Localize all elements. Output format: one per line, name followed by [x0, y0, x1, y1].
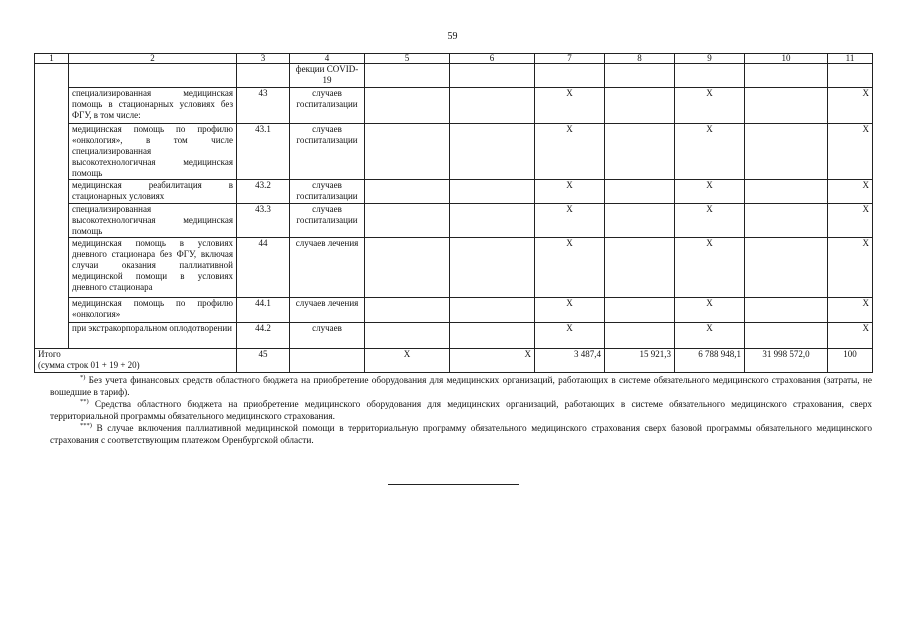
row-number: 43 — [237, 88, 290, 124]
column-header: 10 — [745, 54, 828, 64]
column-header: 1 — [35, 54, 69, 64]
row-value-c8 — [605, 238, 675, 298]
footnote-mark: ***) — [80, 421, 92, 429]
column-header: 6 — [450, 54, 535, 64]
row-marker-cell — [35, 124, 69, 180]
column-header: 4 — [290, 54, 365, 64]
footnote-mark: **) — [80, 397, 89, 405]
row-number — [237, 64, 290, 88]
table-row — [35, 298, 873, 323]
row-value-c5 — [365, 88, 450, 124]
row-value-c7: X — [535, 298, 605, 323]
page-number: 59 — [447, 31, 458, 42]
row-value-c5 — [365, 180, 450, 204]
data-table — [34, 53, 873, 373]
total-sublabel: (сумма строк 01 + 19 + 20) — [38, 360, 140, 370]
row-value-c10 — [745, 238, 828, 298]
row-marker-cell — [35, 180, 69, 204]
table-row — [35, 204, 873, 238]
row-value-c7: X — [535, 124, 605, 180]
row-unit: случаев лечения — [290, 298, 365, 323]
row-value-c5 — [365, 124, 450, 180]
row-description: при экстракорпоральном оплодотворении — [69, 323, 237, 349]
row-value-c8 — [605, 323, 675, 349]
footnotes — [50, 375, 872, 447]
row-value-c8 — [605, 298, 675, 323]
row-value-c6 — [450, 238, 535, 298]
row-marker-cell — [35, 323, 69, 349]
table-row — [35, 180, 873, 204]
row-value-c7: X — [535, 88, 605, 124]
row-value-c11: X — [828, 180, 873, 204]
table-row — [35, 64, 873, 88]
separator-line — [388, 484, 519, 485]
row-value-c11: X — [828, 88, 873, 124]
row-value-c11: X — [828, 238, 873, 298]
footnote-text: Средства областного бюджета на приобретение медицинского оборудования для медицинских организаций, работающих в системе обязательного медицинского страхования, сверх территориальной программы обязательного медицинского страхования. — [50, 400, 872, 422]
table-row — [35, 88, 873, 124]
row-unit: случаев — [290, 323, 365, 349]
row-value-c11 — [828, 64, 873, 88]
row-value-c9: X — [675, 323, 745, 349]
column-header: 9 — [675, 54, 745, 64]
row-marker-cell — [35, 298, 69, 323]
row-value-c9: X — [675, 204, 745, 238]
row-value-c10 — [745, 204, 828, 238]
row-value-c8 — [605, 180, 675, 204]
footnote-2 — [50, 399, 872, 423]
row-value-c7: X — [535, 180, 605, 204]
row-unit: случаев госпитализации — [290, 180, 365, 204]
row-number: 43.1 — [237, 124, 290, 180]
row-value-c10 — [745, 124, 828, 180]
total-c9: 6 788 948,1 — [675, 349, 745, 373]
column-header: 5 — [365, 54, 450, 64]
total-c10: 31 998 572,0 — [745, 349, 828, 373]
row-unit: фекции COVID-19 — [290, 64, 365, 88]
row-description: специализированная медицинская помощь в стационарных условиях без ФГУ, в том числе: — [69, 88, 237, 124]
row-unit: случаев госпитализации — [290, 204, 365, 238]
row-value-c5 — [365, 64, 450, 88]
row-number: 43.2 — [237, 180, 290, 204]
row-value-c8 — [605, 124, 675, 180]
row-value-c11: X — [828, 204, 873, 238]
footnote-1 — [50, 375, 872, 399]
row-value-c11: X — [828, 124, 873, 180]
total-number: 45 — [237, 349, 290, 373]
row-unit: случаев лечения — [290, 238, 365, 298]
total-unit — [290, 349, 365, 373]
row-value-c10 — [745, 180, 828, 204]
row-value-c8 — [605, 88, 675, 124]
row-unit: случаев госпитализации — [290, 124, 365, 180]
row-value-c7: X — [535, 204, 605, 238]
row-value-c9 — [675, 64, 745, 88]
total-c5: X — [365, 349, 450, 373]
row-value-c8 — [605, 64, 675, 88]
total-label: Итого — [38, 349, 61, 359]
footnote-text: Без учета финансовых средств областного бюджета на приобретение оборудования для медицинских организаций, работающих в системе обязательного медицинского страхования (затраты, не вошедшие в тариф). — [50, 376, 872, 398]
row-value-c9: X — [675, 124, 745, 180]
row-value-c10 — [745, 64, 828, 88]
row-description: медицинская реабилитация в стационарных условиях — [69, 180, 237, 204]
row-value-c6 — [450, 124, 535, 180]
row-value-c6 — [450, 88, 535, 124]
row-description: медицинская помощь по профилю «онкология» — [69, 298, 237, 323]
row-value-c6 — [450, 298, 535, 323]
table-row — [35, 124, 873, 180]
row-marker-cell — [35, 238, 69, 298]
footnote-3 — [50, 423, 872, 447]
table-row — [35, 238, 873, 298]
total-c7: 3 487,4 — [535, 349, 605, 373]
row-marker-cell — [35, 204, 69, 238]
column-header: 3 — [237, 54, 290, 64]
row-description: специализированная высокотехнологичная медицинская помощь — [69, 204, 237, 238]
table-row — [35, 323, 873, 349]
column-header: 11 — [828, 54, 873, 64]
total-c8: 15 921,3 — [605, 349, 675, 373]
row-unit: случаев госпитализации — [290, 88, 365, 124]
row-value-c10 — [745, 298, 828, 323]
row-number: 44 — [237, 238, 290, 298]
row-description: медицинская помощь в условиях дневного стационара без ФГУ, включая случаи оказания паллиативной медицинской помощи в условиях дневного стационара — [69, 238, 237, 298]
row-value-c11: X — [828, 298, 873, 323]
row-value-c5 — [365, 298, 450, 323]
row-value-c9: X — [675, 180, 745, 204]
row-value-c11: X — [828, 323, 873, 349]
row-value-c6 — [450, 204, 535, 238]
row-number: 44.1 — [237, 298, 290, 323]
total-label-cell — [35, 349, 237, 373]
row-description — [69, 64, 237, 88]
row-value-c7: X — [535, 323, 605, 349]
column-header: 7 — [535, 54, 605, 64]
row-value-c5 — [365, 204, 450, 238]
column-header: 8 — [605, 54, 675, 64]
total-c11: 100 — [828, 349, 873, 373]
row-marker-cell — [35, 88, 69, 124]
row-value-c9: X — [675, 88, 745, 124]
total-c6: X — [450, 349, 535, 373]
row-number: 43.3 — [237, 204, 290, 238]
column-header: 2 — [69, 54, 237, 64]
row-value-c10 — [745, 323, 828, 349]
footnote-mark: *) — [80, 373, 86, 381]
footnote-text: В случае включения паллиативной медицинской помощи в территориальную программу обязательного медицинского страхования сверх базовой программы обязательного медицинского страхования с соответствующим платежом Оренбургской области. — [50, 424, 872, 446]
row-value-c6 — [450, 323, 535, 349]
row-value-c7: X — [535, 238, 605, 298]
row-value-c8 — [605, 204, 675, 238]
row-value-c9: X — [675, 298, 745, 323]
row-description: медицинская помощь по профилю «онкология», в том числе специализированная высокотехнологичная медицинская помощь — [69, 124, 237, 180]
row-value-c10 — [745, 88, 828, 124]
total-row — [35, 349, 873, 373]
row-value-c7 — [535, 64, 605, 88]
row-marker-cell — [35, 64, 69, 88]
row-value-c6 — [450, 64, 535, 88]
row-value-c5 — [365, 323, 450, 349]
row-value-c5 — [365, 238, 450, 298]
row-value-c6 — [450, 180, 535, 204]
row-number: 44.2 — [237, 323, 290, 349]
column-number-row — [35, 54, 873, 64]
row-value-c9: X — [675, 238, 745, 298]
